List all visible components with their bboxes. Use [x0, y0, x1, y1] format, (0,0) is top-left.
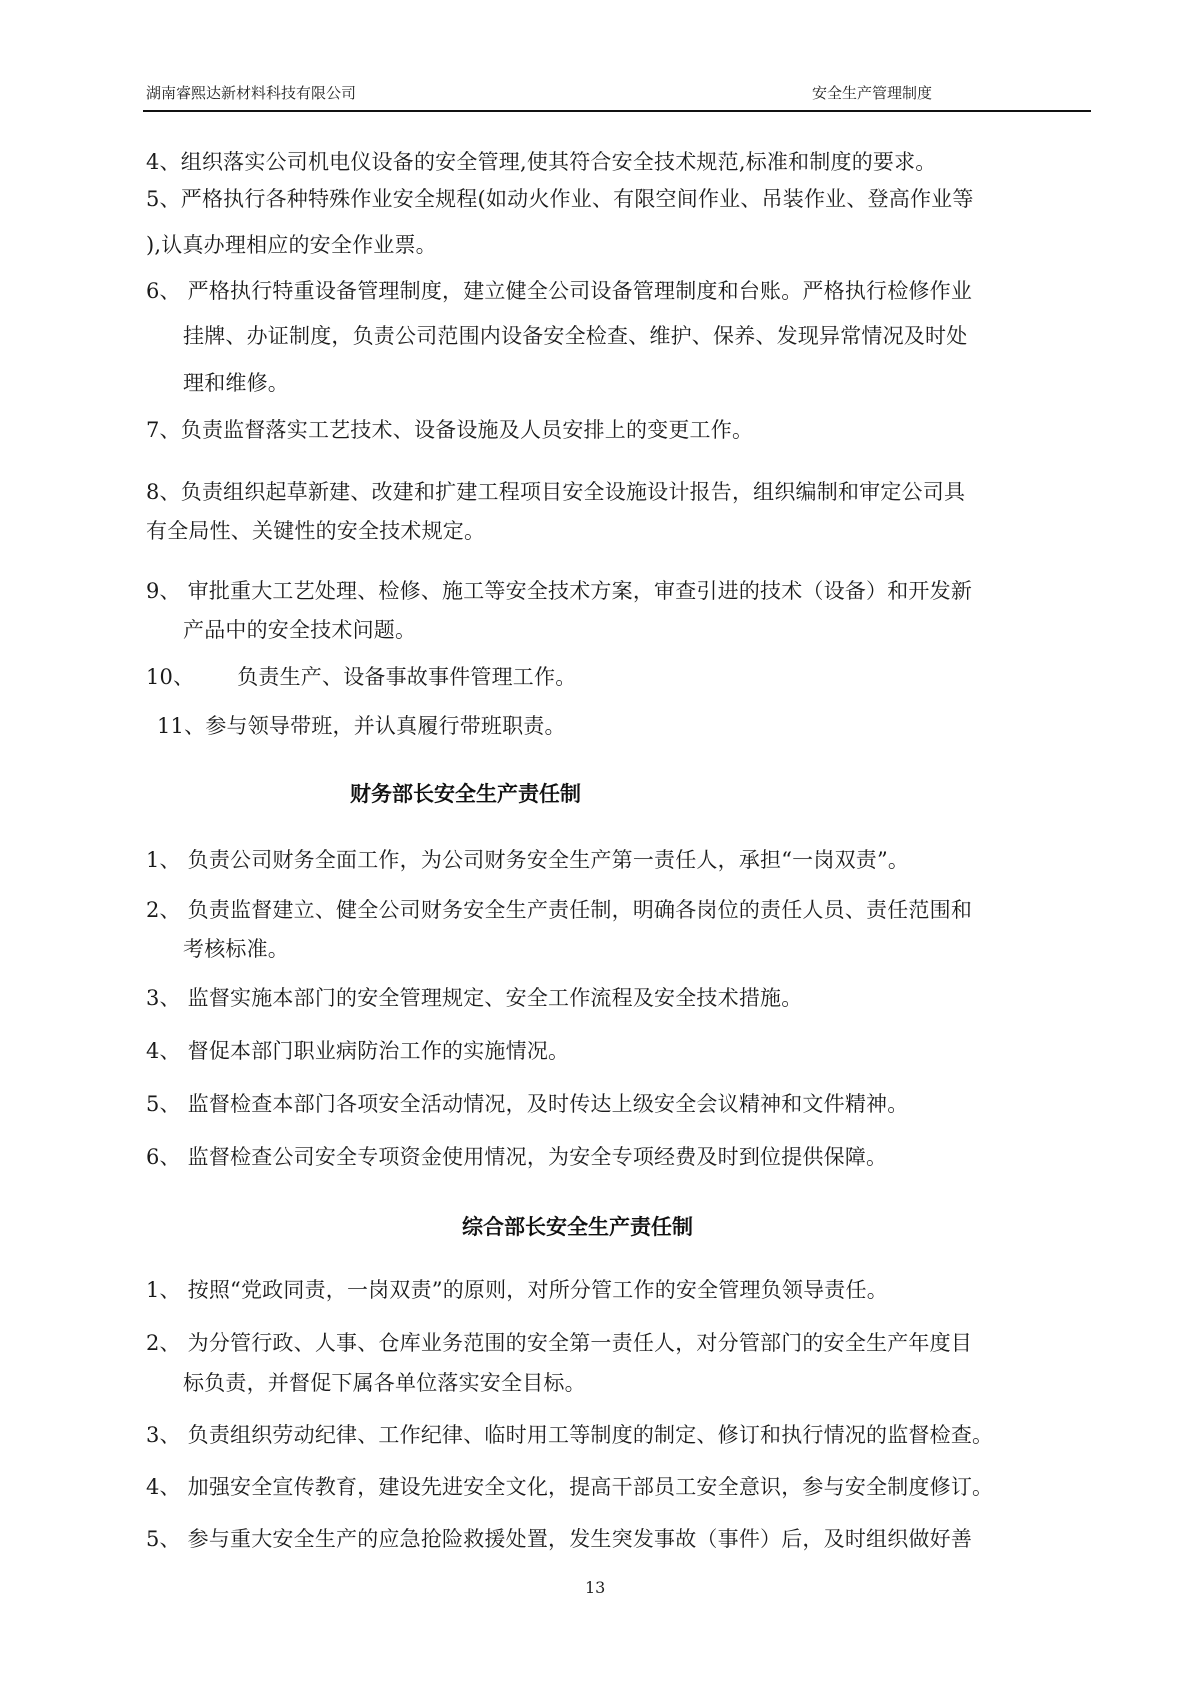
header-rule: [143, 110, 1091, 112]
text-line: 2、 为分管行政、人事、仓库业务范围的安全第一责任人，对分管部门的安全生产年度目: [146, 1331, 973, 1355]
text-line: 3、 监督实施本部门的安全管理规定、安全工作流程及安全技术措施。: [146, 986, 803, 1010]
text-line: 9、 审批重大工艺处理、检修、施工等安全技术方案，审查引进的技术（设备）和开发新: [146, 579, 973, 603]
text-line: 2、 负责监督建立、健全公司财务安全生产责任制，明确各岗位的责任人员、责任范围和: [146, 898, 973, 922]
text-line: 4、组织落实公司机电仪设备的安全管理,使其符合安全技术规范,标准和制度的要求。: [146, 150, 937, 174]
text-line: 10、 负责生产、设备事故事件管理工作。: [146, 665, 577, 689]
text-line: 1、 按照“党政同责，一岗双责”的原则，对所分管工作的安全管理负领导责任。: [146, 1278, 888, 1302]
text-line: 4、 加强安全宣传教育，建设先进安全文化，提高干部员工安全意识，参与安全制度修订。: [146, 1475, 994, 1499]
header-company: 湖南睿熙达新材料科技有限公司: [146, 84, 357, 102]
section-title-finance: 财务部长安全生产责任制: [350, 781, 581, 806]
text-line: 8、负责组织起草新建、改建和扩建工程项目安全设施设计报告，组织编制和审定公司具: [146, 480, 966, 504]
text-line: 7、负责监督落实工艺技术、设备设施及人员安排上的变更工作。: [146, 418, 754, 442]
text-line: 3、 负责组织劳动纪律、工作纪律、临时用工等制度的制定、修订和执行情况的监督检查。: [146, 1423, 994, 1447]
text-line: 11、参与领导带班，并认真履行带班职责。: [157, 714, 566, 738]
page-number: 13: [585, 1578, 606, 1597]
text-line: 1、 负责公司财务全面工作，为公司财务安全生产第一责任人，承担“一岗双责”。: [146, 848, 910, 872]
text-line: 5、严格执行各种特殊作业安全规程(如动火作业、有限空间作业、吊装作业、登高作业等: [146, 187, 974, 211]
text-line: 标负责，并督促下属各单位落实安全目标。: [183, 1371, 586, 1395]
text-line: 产品中的安全技术问题。: [183, 618, 417, 642]
text-line: ),认真办理相应的安全作业票。: [146, 233, 437, 257]
text-line: 有全局性、关键性的安全技术规定。: [146, 519, 486, 543]
text-line: 5、 参与重大安全生产的应急抢险救援处置，发生突发事故（事件）后，及时组织做好善: [146, 1527, 973, 1551]
text-line: 6、 严格执行特重设备管理制度，建立健全公司设备管理制度和台账。严格执行检修作业: [146, 279, 973, 303]
section-title-general: 综合部长安全生产责任制: [462, 1214, 693, 1239]
text-line: 5、 监督检查本部门各项安全活动情况，及时传达上级安全会议精神和文件精神。: [146, 1092, 909, 1116]
text-line: 6、 监督检查公司安全专项资金使用情况，为安全专项经费及时到位提供保障。: [146, 1145, 888, 1169]
text-line: 挂牌、办证制度，负责公司范围内设备安全检查、维护、保养、发现异常情况及时处: [183, 324, 968, 348]
text-line: 4、 督促本部门职业病防治工作的实施情况。: [146, 1039, 570, 1063]
text-line: 考核标准。: [183, 937, 289, 961]
text-line: 理和维修。: [183, 371, 289, 395]
header-title: 安全生产管理制度: [812, 84, 933, 102]
